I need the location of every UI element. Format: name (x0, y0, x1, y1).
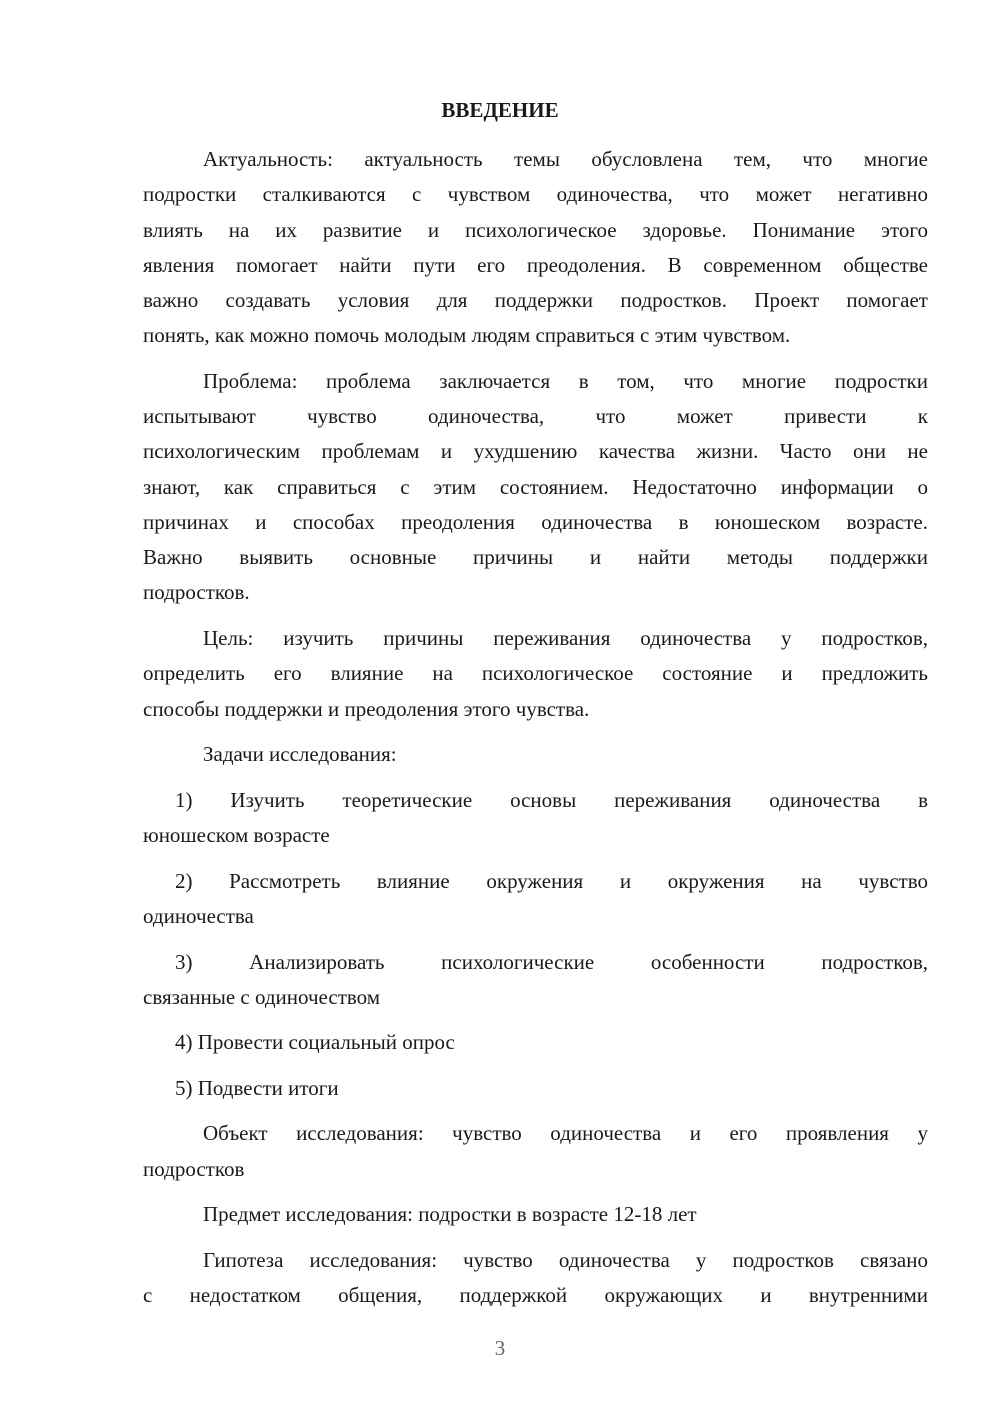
list-item: 1) Изучить теоретические основы переживания одиночества в (175, 788, 928, 812)
list-item-continuation: связанные с одиночеством (143, 985, 381, 1009)
list-item-continuation: одиночества (143, 904, 254, 928)
text-line: важно создавать условия для поддержки подростков. Проект помогает (143, 288, 928, 312)
list-item: 2) Рассмотреть влияние окружения и окружения на чувство (175, 869, 928, 893)
text-line: подростков (143, 1157, 245, 1181)
text-line: Гипотеза исследования: чувство одиночества у подростков связано (203, 1248, 928, 1272)
text-line: подростков. (143, 580, 250, 604)
text-line: Цель: изучить причины переживания одиночества у подростков, (203, 626, 928, 650)
list-item: 5) Подвести итоги (175, 1076, 339, 1100)
text-line: Проблема: проблема заключается в том, что многие подростки (203, 369, 928, 393)
text-line: Предмет исследования: подростки в возрасте 12-18 лет (203, 1202, 697, 1226)
page-number: 3 (494, 1336, 506, 1360)
text-line: Важно выявить основные причины и найти методы поддержки (143, 545, 928, 569)
text-line: подростки сталкиваются с чувством одиночества, что может негативно (143, 182, 928, 206)
text-line: с недостатком общения, поддержкой окружающих и внутренними (143, 1283, 928, 1307)
text-line: влиять на их развитие и психологическое здоровье. Понимание этого (143, 218, 928, 242)
text-line: явления помогает найти пути его преодоления. В современном обществе (143, 253, 928, 277)
section-heading: Задачи исследования: (203, 742, 397, 766)
list-item-continuation: юношеском возрасте (143, 823, 330, 847)
text-line: способы поддержки и преодоления этого чувства. (143, 697, 590, 721)
text-line: причинах и способах преодоления одиночества в юношеском возрасте. (143, 510, 928, 534)
text-line: Объект исследования: чувство одиночества и его проявления у (203, 1121, 928, 1145)
list-item: 3) Анализировать психологические особенности подростков, (175, 950, 928, 974)
text-line: знают, как справиться с этим состоянием. Недостаточно информации о (143, 475, 928, 499)
text-line: психологическим проблемам и ухудшению качества жизни. Часто они не (143, 439, 928, 463)
list-item: 4) Провести социальный опрос (175, 1030, 455, 1054)
page-title: ВВЕДЕНИЕ (441, 98, 559, 122)
text-line: Актуальность: актуальность темы обусловлена тем, что многие (203, 147, 928, 171)
text-line: испытывают чувство одиночества, что может привести к (143, 404, 928, 428)
text-line: определить его влияние на психологическое состояние и предложить (143, 661, 928, 685)
text-line: понять, как можно помочь молодым людям справиться с этим чувством. (143, 323, 791, 347)
